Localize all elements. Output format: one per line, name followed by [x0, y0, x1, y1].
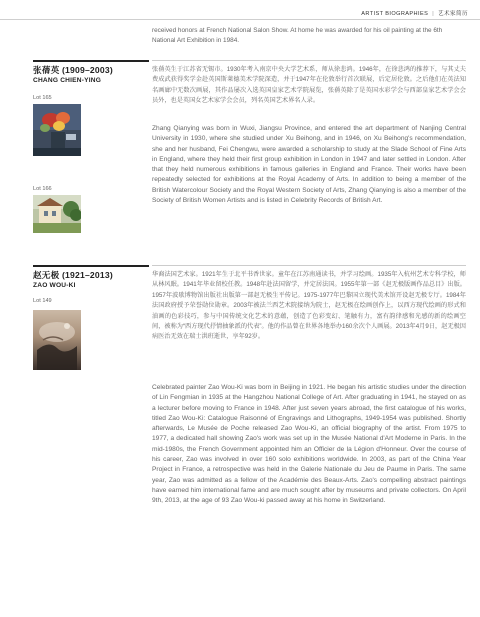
- bio-en: Zhang Qianying was born in Wuxi, Jiangsu Province, and entered the art department of Nanjing Central University in 1930, where she studied under Xu Beihong, and in 1946, on Xu Beihong's recommendation, she and her husband, Fei Chengwu, were awarded a scholarship to study at the Slade School of Fine Arts in England, where they held their first group exhibition in London in 1947 and later settled in London. After that they held numerous exhibitions in famous galleries in England and France. Their works have been repeatedly selected for exhibitions at the Royal Academy of Arts. In addition to being a member of the British Watercolour Society and the Royal Western Society of Arts, Zhang Qianying is also a member of the Society of British Women Artists and is listed in Celebrity Records of British Art.: [152, 125, 466, 205]
- lot-label: Lot 165: [33, 95, 52, 101]
- artist-name-zh: 赵无极 (1921–2013): [33, 270, 113, 280]
- bio-zh: 张蒨英生于江苏省无锡市。1930年考入南京中央大学艺术系，师从徐悲鸿。1946年，在徐悲鸿的推荐下，与其丈夫费成武获得奖学金赴英国斯莱德美术学院深造，并于1947年在伦敦举行首次联展，后定居伦敦。之后他们在英法知名画廊中无数次画展，其作品屡次入选英国皇家艺术学院展览，张蒨英除了是英国水彩学会与西部皇家艺术学会会员外，也是英国女艺术家学会会员，列名英国艺术界名人录。: [152, 66, 466, 105]
- page-header: ARTIST BIOGRAPHIES | 艺术家简历: [361, 11, 468, 17]
- artwork-thumbnail: [33, 195, 81, 233]
- artist-divider: [33, 60, 149, 62]
- artist-divider: [33, 265, 149, 267]
- header-section-label-zh: 艺术家简历: [438, 11, 468, 17]
- artwork-thumbnail: [33, 104, 81, 156]
- lot-label: Lot 149: [33, 298, 52, 304]
- artist-name-zh: 张蒨英 (1909–2003): [33, 65, 113, 75]
- intro-paragraph: received honors at French National Salon Show. At home he was awarded for his oil painting at the 6th National Art Exhibition in 1984.: [152, 27, 443, 45]
- header-divider: [0, 19, 480, 20]
- bio-en: Celebrated painter Zao Wou-Ki was born in Beijing in 1921. He began his artistic studies under the direction of Lin Fengmian in 1935 at the Hangzhou National College of Art. After graduating in 1941, he stayed on as a lecturer before moving to France in 1948. After just seven years abroad, the first catalogue of his works, titled Zao Wou-Ki: Catalogue Raisonné of Engravings and Lithographs, 1949-1954 was published. Shortly afterwards, Le Musée de Poche released Zao Wou-Ki, an official biography of the artist. From 1975 to 1977, a dedicated hall showing Zao's work was set up in the Musée National d'Art Moderne in Paris. In the mid-1980s, the French Government appointed him an Officier de la Légion d'Honneur. Over the course of his career, Zao was involved in over 160 solo exhibitions worldwide. In 2003, as part of the China Year Project in France, a retrospective was held in the Galerie Nationale du Jeu de Paume in Paris. The same year, Zao was admitted as a fellow of the Académie des Beaux-Arts. Zao's compelling abstract paintings have earned him international fame and are much sought after by museums and private collectors. On April 9th, 2013, at the age of 93 Zao Wou-ki passed away at his home in Switzerland.: [152, 384, 466, 505]
- artist-name-en: ZAO WOU-KI: [33, 282, 76, 289]
- bio-divider: [152, 60, 466, 61]
- bio-divider: [152, 265, 466, 266]
- artwork-thumbnail: [33, 310, 81, 370]
- artist-name-en: CHANG CHIEN-YING: [33, 77, 102, 84]
- lot-label: Lot 166: [33, 186, 52, 192]
- bio-zh: 华裔法国艺术家。1921年生于北平书香世家。童年在江苏南通读书，并学习绘画。1935年入杭州艺术专科学校，师从林风眠。1941年毕业留校任教。1948年赴法国留学，并定居法国。1955年第一部《赵无极版画作品总目》出版。1957年波歇博物馆出版社出版第一部赵无极生平传记。1975-1977年巴黎国立现代美术馆开设赵无极专厅。1984年法国政府授予荣誉勋位勋章。2003年被法兰西艺术院接纳为院士，赵无极在绘画创作上，以西方现代绘画的形式和油画的色彩技巧，参与中国传统文化艺术的意蕴，创造了色彩变幻、笔触有力，富有韵律感和光感的新的绘画空间，被称为“西方现代抒情抽象派的代表”。他的作品曾在世界各地举办160余次个人画展。2013年4月9日，赵无极因病医治无效在瑞士洪班逝世，享年92岁。: [152, 271, 466, 341]
- header-section-label: ARTIST BIOGRAPHIES: [361, 11, 429, 17]
